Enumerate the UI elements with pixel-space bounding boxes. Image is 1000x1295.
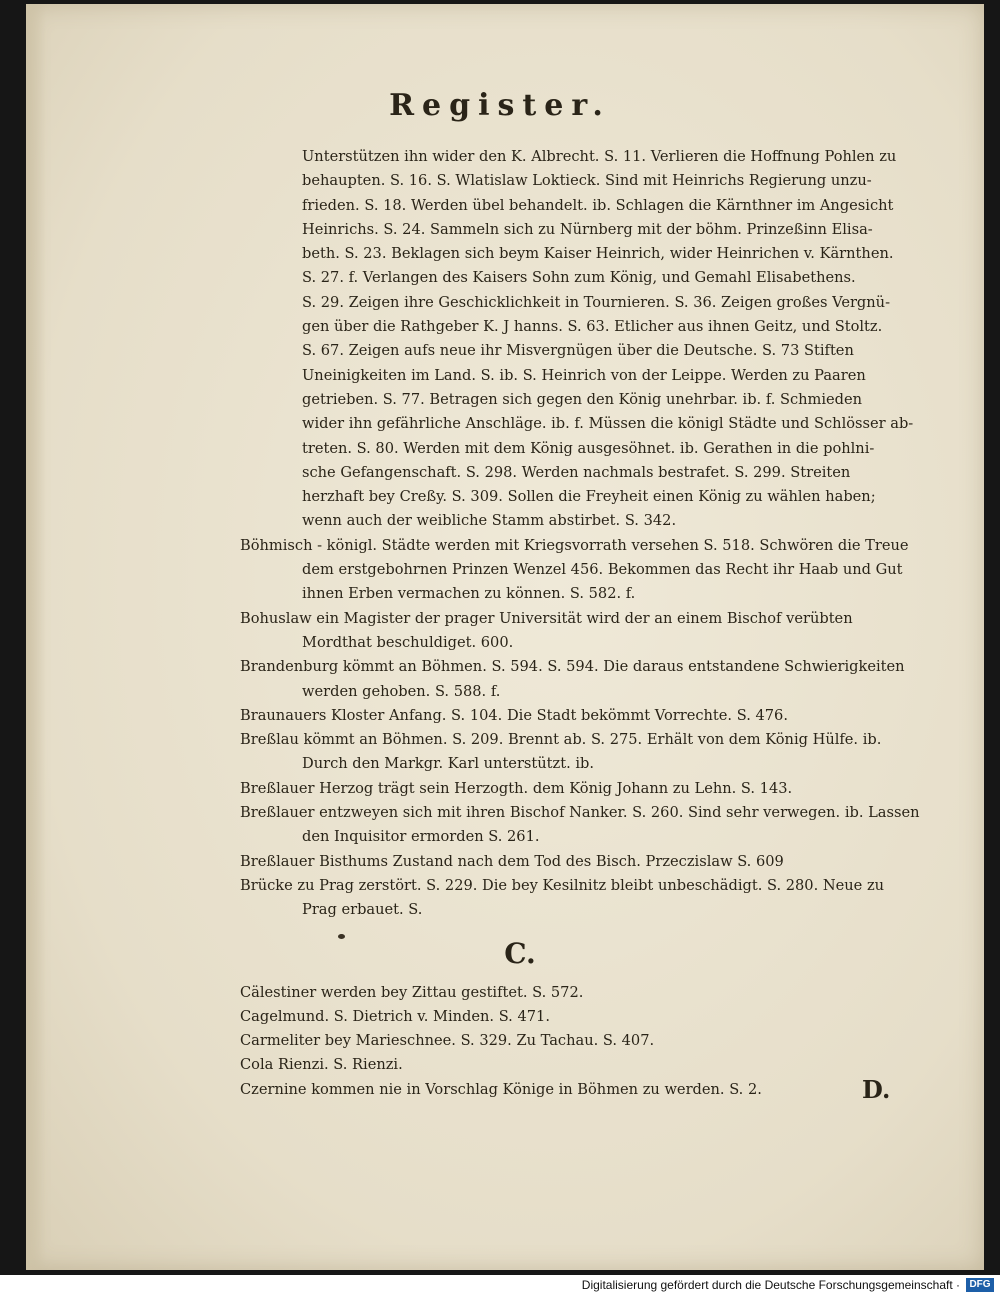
page-gutter-shadow — [26, 4, 46, 1270]
register-line: treten. S. 80. Werden mit dem König ausgesöhnet. ib. Gerathen in die pohlni- — [302, 439, 875, 457]
register-line: gen über die Rathgeber K. J hanns. S. 63. Etlicher aus ihnen Geitz, und Stoltz. — [302, 318, 883, 336]
register-entry: Breßlau kömmt an Böhmen. S. 209. Brennt ab. S. 275. Erhält von dem König Hülfe. ib. Durch den Markgr. Karl unterstützt. ib. — [240, 731, 882, 773]
register-line: S. 67. Zeigen aufs neue ihr Misvergnügen über die Deutsche. S. 73 Stiften — [302, 342, 854, 360]
register-entry: Böhmisch - königl. Städte werden mit Kriegsvorrath versehen S. 518. Schwören die Treue dem erstgebohrnen Prinzen Wenzel 456. Bekommen das Recht ihr Haab und Gut ihnen Erben vermachen zu können. S. 582. f. — [240, 536, 909, 603]
register-entry: Cagelmund. S. Dietrich v. Minden. S. 471. — [240, 1007, 550, 1025]
register-line: Unterstützen ihn wider den K. Albrecht. S. 11. Verlieren die Hoffnung Pohlen zu — [302, 148, 897, 165]
register-entry: Breßlauer Bisthums Zustand nach dem Tod des Bisch. Przeczislaw S. 609 — [240, 852, 784, 870]
register-line: S. 29. Zeigen ihre Geschicklichkeit in Tournieren. S. 36. Zeigen großes Vergnü- — [302, 293, 891, 311]
catchword: D. — [862, 1075, 891, 1104]
ink-speck — [338, 934, 345, 939]
register-entry: Breßlauer entzweyen sich mit ihren Bischof Nanker. S. 260. Sind sehr verwegen. ib. Lassen den Inquisitor ermorden S. 261. — [240, 804, 920, 846]
register-entry: Cälestiner werden bey Zittau gestiftet. S. 572. — [240, 983, 584, 1001]
register-line: beth. S. 23. Beklagen sich beym Kaiser Heinrich, wider Heinrichen v. Kärnthen. — [302, 245, 894, 263]
register-entry: Braunauers Kloster Anfang. S. 104. Die Stadt bekömmt Vorrechte. S. 476. — [240, 706, 788, 724]
register-line: behaupten. S. 16. S. Wlatislaw Loktieck. Sind mit Heinrichs Regierung unzu- — [302, 172, 872, 190]
register-entry: Breßlauer Herzog trägt sein Herzogth. dem König Johann zu Lehn. S. 143. — [240, 779, 793, 797]
register-line: herzhaft bey Creßy. S. 309. Sollen die Freyheit einen König zu wählen haben; — [302, 488, 876, 506]
register-line: getrieben. S. 77. Betragen sich gegen den König unehrbar. ib. f. Schmieden — [302, 390, 863, 408]
section-letter-c: C. — [504, 936, 536, 970]
funding-note: Digitalisierung gefördert durch die Deutsche Forschungsgemeinschaft · — [581, 1278, 960, 1292]
register-entry: Bohuslaw ein Magister der prager Universität wird der an einem Bischof verübten Mordthat beschuldiget. 600. — [240, 609, 853, 651]
register-entry: Brandenburg kömmt an Böhmen. S. 594. S. 594. Die daraus entstandene Schwierigkeiten werden gehoben. S. 588. f. — [240, 658, 905, 700]
register-entry: Brücke zu Prag zerstört. S. 229. Die bey Kesilnitz bleibt unbeschädigt. S. 280. Neue zu Prag erbauet. S. — [240, 876, 885, 919]
footer-bar — [0, 1275, 1000, 1295]
register-entry: Carmeliter bey Marieschnee. S. 329. Zu Tachau. S. 407. — [240, 1032, 655, 1050]
register-line: frieden. S. 18. Werden übel behandelt. ib. Schlagen die Kärnthner im Angesicht — [302, 196, 894, 214]
register-line: wider ihn gefährliche Anschläge. ib. f. Müssen die königl Städte und Schlösser ab- — [302, 415, 914, 433]
register-text — [240, 145, 920, 1102]
dfg-logo[interactable]: DFG — [966, 1278, 994, 1292]
register-line: Heinrichs. S. 24. Sammeln sich zu Nürnberg mit der böhm. Prinzeßinn Elisa- — [302, 220, 873, 238]
register-entry: Cola Rienzi. S. Rienzi. — [240, 1056, 403, 1074]
register-line: wenn auch der weibliche Stamm abstirbet. S. 342. — [302, 512, 677, 530]
register-line: sche Gefangenschaft. S. 298. Werden nachmals bestrafet. S. 299. Streiten — [302, 463, 851, 481]
register-entry: Czernine kommen nie in Vorschlag Könige in Böhmen zu werden. S. 2. — [240, 1080, 762, 1098]
register-line: Uneinigkeiten im Land. S. ib. S. Heinrich von der Leippe. Werden zu Paaren — [302, 366, 866, 384]
entry-continuation-b — [240, 145, 920, 534]
page-heading: Register. — [389, 88, 611, 123]
register-line: S. 27. f. Verlangen des Kaisers Sohn zum König, und Gemahl Elisabethens. — [302, 269, 856, 287]
